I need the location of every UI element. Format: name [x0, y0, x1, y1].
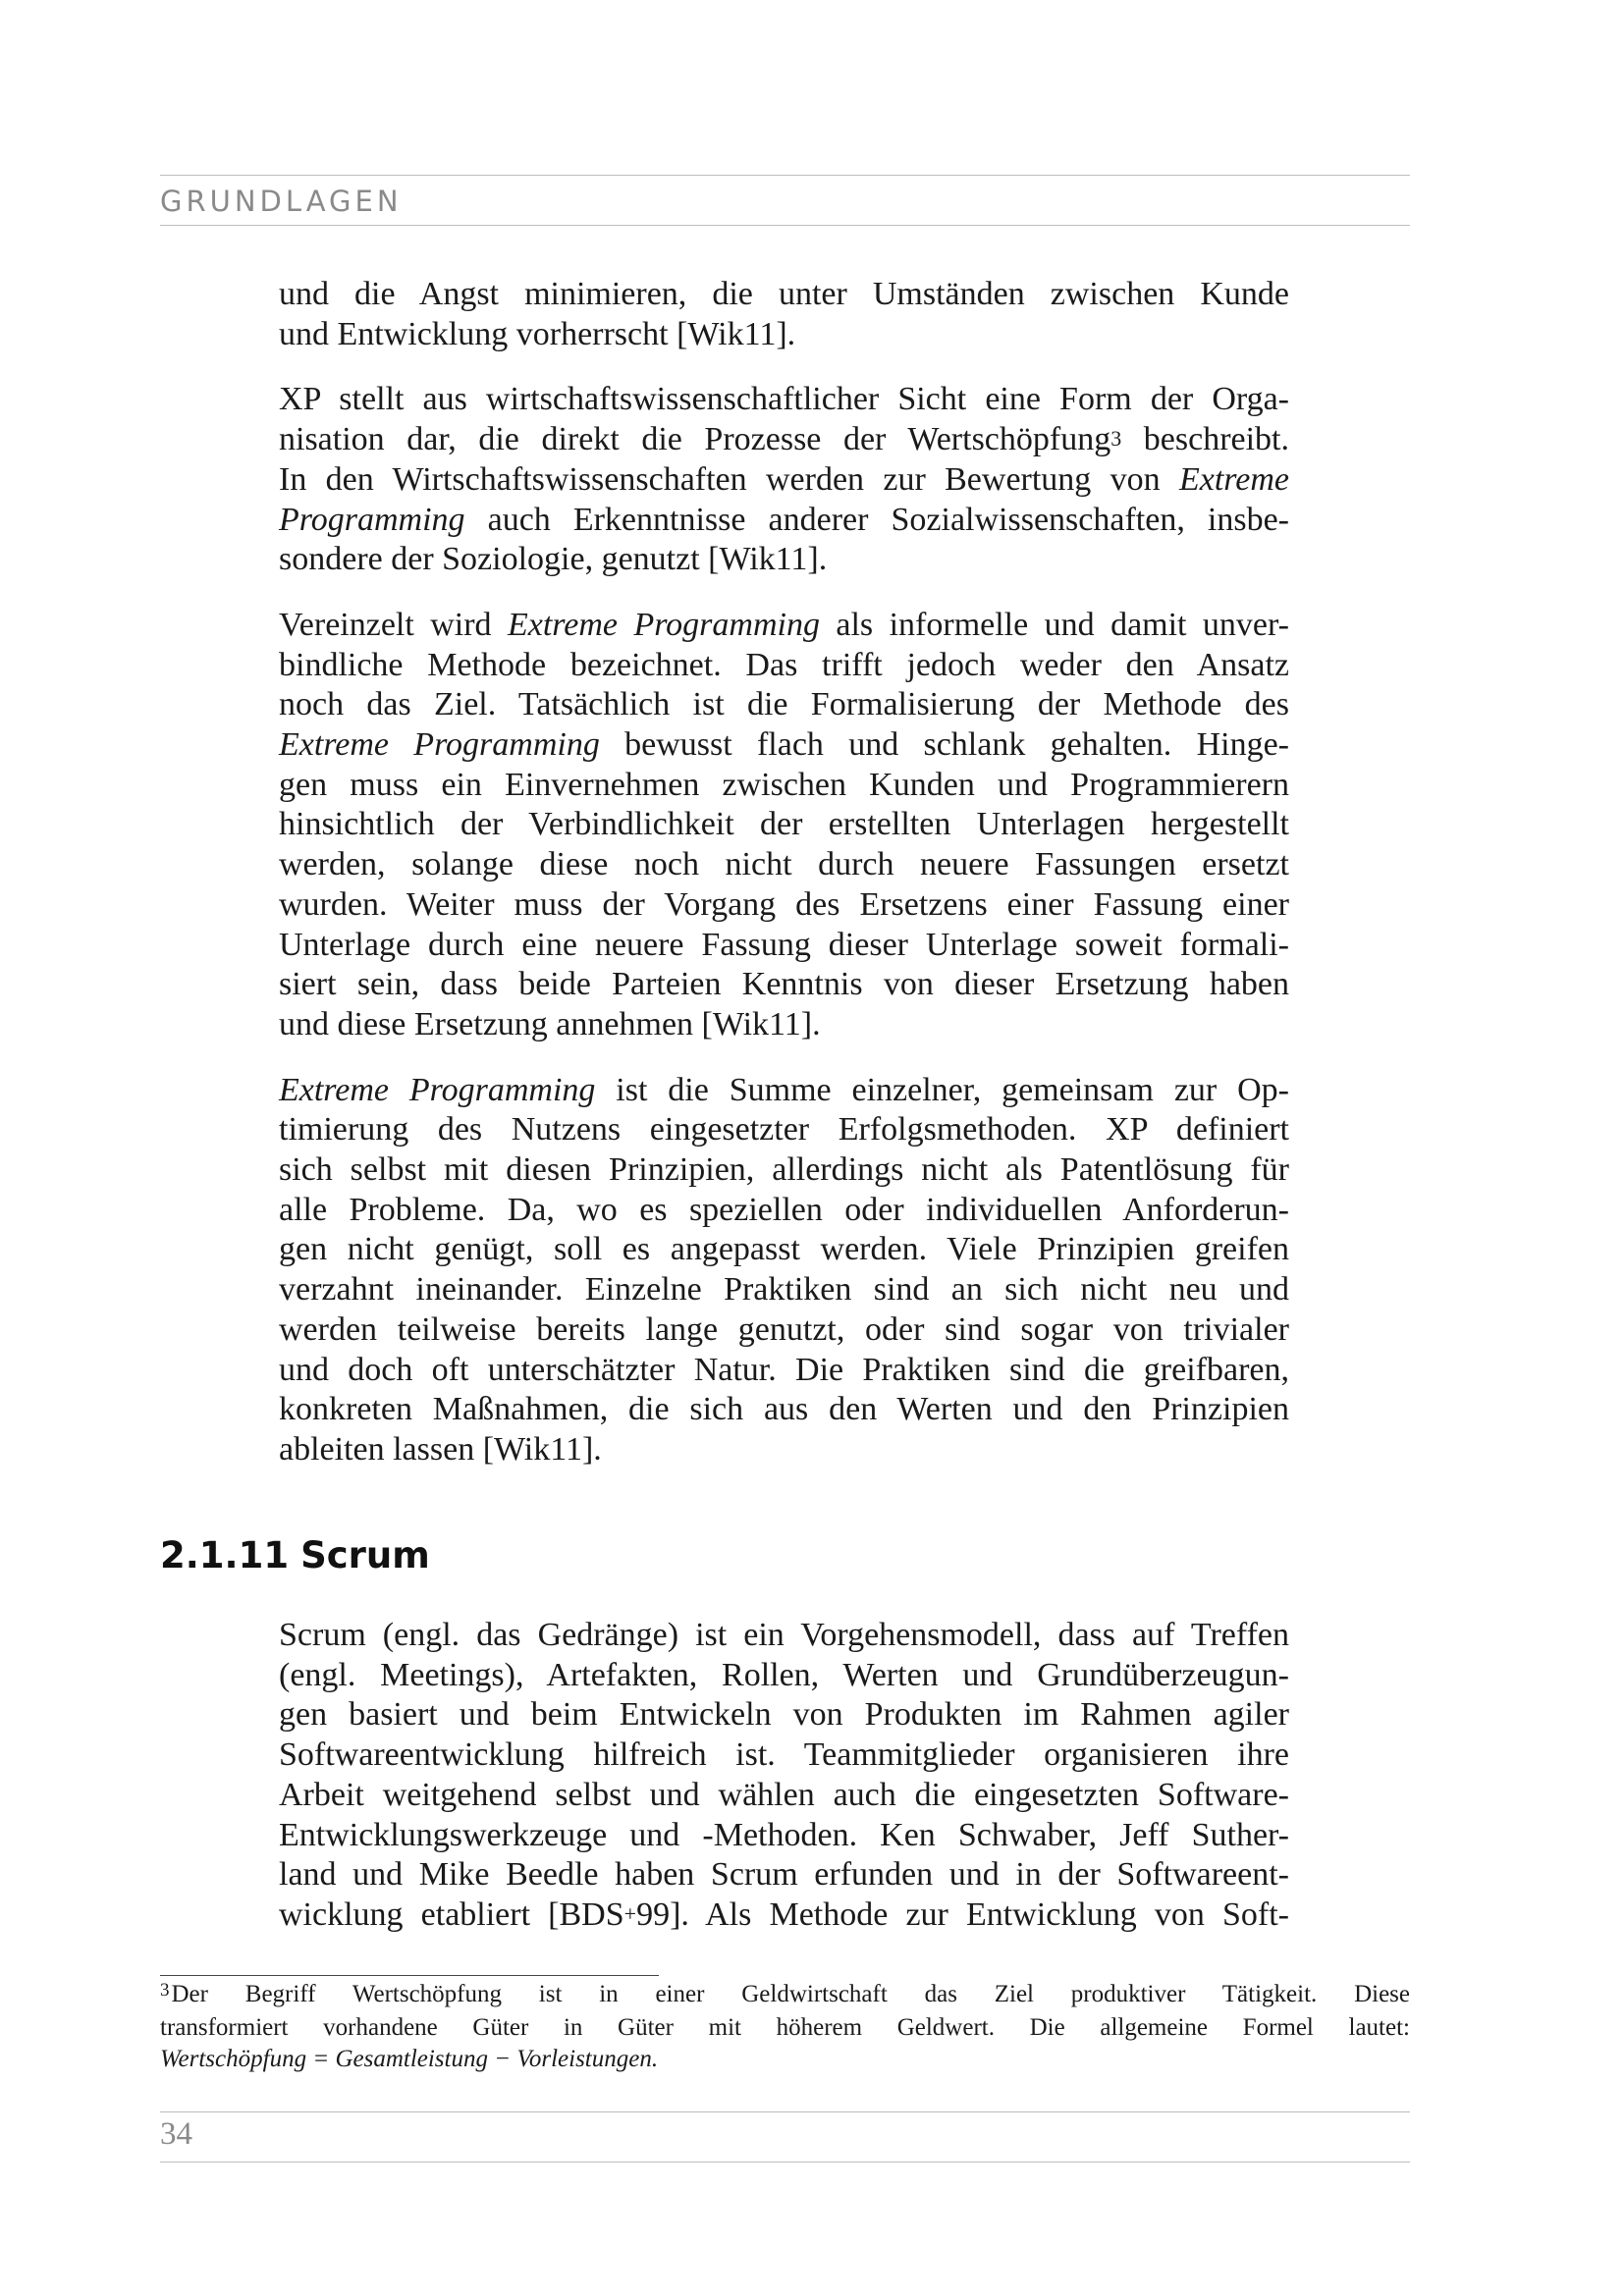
text-run: In den Wirtschaftswissenschaften werden zur Bewertung von: [279, 460, 1179, 498]
text-run: auch Erkenntnisse anderer Sozialwissenschaften, insbe-: [464, 501, 1289, 538]
footnote-reference[interactable]: 3: [1110, 426, 1122, 452]
text-line: [279, 501, 1289, 541]
text-line: bindliche Methode bezeichnet. Das trifft jedoch weder den Ansatz: [279, 646, 1289, 683]
text-run: ist die Summe einzelner, gemeinsam zur Op-: [595, 1071, 1289, 1108]
text-line: und diese Ersetzung annehmen [Wik11].: [279, 1005, 821, 1042]
text-line: [279, 725, 1289, 766]
footnote-formula: Wertschöpfung = Gesamtleistung − Vorleistungen.: [160, 2046, 659, 2072]
text-line: (engl. Meetings), Artefakten, Rollen, Werten und Grundüberzeugun-: [279, 1656, 1289, 1693]
footnote: [160, 1979, 1410, 2075]
paragraph-5: [279, 1616, 1289, 1936]
text-run: wicklung etabliert [BDS: [279, 1896, 624, 1933]
text-line: und doch oft unterschätzter Natur. Die Praktiken sind die greifbaren,: [279, 1351, 1289, 1388]
text-line: und Entwicklung vorherrscht [Wik11].: [279, 315, 796, 352]
text-line: gen muss ein Einvernehmen zwischen Kunden und Programmierern: [279, 766, 1289, 803]
text-line: hinsichtlich der Verbindlichkeit der erstellten Unterlagen hergestellt: [279, 806, 1289, 843]
text-line: [279, 460, 1289, 501]
text-line: sich selbst mit diesen Prinzipien, allerdings nicht als Patentlösung für: [279, 1151, 1289, 1189]
text-run: nisation dar, die direkt die Prozesse der Wertschöpfung: [279, 421, 1111, 458]
text-line: Softwareentwicklung hilfreich ist. Teammitglieder organisieren ihre: [279, 1736, 1289, 1774]
footnote-rule: [160, 1975, 659, 1976]
text-line: gen nicht genügt, soll es angepasst werden. Viele Prinzipien greifen: [279, 1231, 1289, 1268]
footnote-mark: 3: [160, 1980, 170, 2001]
text-line: konkreten Maßnahmen, die sich aus den Werten und den Prinzipien: [279, 1391, 1289, 1428]
running-footer: [160, 2111, 1410, 2163]
paragraph-2: [279, 380, 1289, 580]
text-line: Entwicklungswerkzeuge und -Methoden. Ken Schwaber, Jeff Suther-: [279, 1816, 1289, 1853]
text-run: bewusst flach und schlank gehalten. Hinge-: [599, 726, 1289, 764]
text-line: [279, 1896, 1289, 1936]
text-line: und die Angst minimieren, die unter Umständen zwischen Kunde: [279, 276, 1289, 312]
text-line: siert sein, dass beide Parteien Kenntnis von dieser Ersetzung haben: [279, 966, 1289, 1003]
body-text-upper: [279, 275, 1289, 1496]
text-line: verzahnt ineinander. Einzelne Praktiken sind an sich nicht neu und: [279, 1271, 1289, 1308]
text-run: 99]. Als Methode zur Entwicklung von Soft-: [636, 1896, 1290, 1933]
emphasis: Extreme Programming: [508, 606, 820, 643]
text-line: ableiten lassen [Wik11].: [279, 1430, 602, 1468]
section-heading: [160, 1534, 430, 1576]
text-line: XP stellt aus wirtschaftswissenschaftlicher Sicht eine Form der Orga-: [279, 381, 1289, 418]
citation-superscript: +: [623, 1900, 637, 1926]
page-number: 34: [160, 2116, 192, 2152]
text-line: Unterlage durch eine neuere Fassung dieser Unterlage soweit formali-: [279, 926, 1289, 963]
paragraph-3: [279, 606, 1289, 1045]
body-text-lower: [279, 1616, 1289, 1961]
text-line: land und Mike Beedle haben Scrum erfunden und in der Softwareent-: [279, 1856, 1289, 1894]
text-run: Der Begriff Wertschöpfung ist in einer Geldwirtschaft das Ziel produktiver Tätigkeit. Diese: [171, 1981, 1410, 2007]
text-line: sondere der Soziologie, genutzt [Wik11].: [279, 541, 828, 578]
text-line: timierung des Nutzens eingesetzter Erfolgsmethoden. XP definiert: [279, 1111, 1289, 1148]
text-line: [279, 606, 1289, 646]
text-line: alle Probleme. Da, wo es speziellen oder individuellen Anforderun-: [279, 1191, 1289, 1228]
text-line: werden teilweise bereits lange genutzt, oder sind sogar von trivialer: [279, 1310, 1289, 1348]
footnote-line: transformiert vorhandene Güter in Güter mit höherem Geldwert. Die allgemeine Formel lautet:: [160, 2014, 1410, 2041]
text-line: [279, 1071, 1289, 1111]
text-line: [279, 420, 1289, 460]
paragraph-1: [279, 275, 1289, 354]
paragraph-4: [279, 1071, 1289, 1470]
text-line: wurden. Weiter muss der Vorgang des Ersetzens einer Fassung einer: [279, 885, 1289, 923]
text-run: als informelle und damit unver-: [819, 606, 1289, 643]
footnote-line: [160, 1979, 1410, 2012]
text-run: Vereinzelt wird: [279, 606, 508, 643]
running-header: [160, 175, 1410, 226]
text-line: Scrum (engl. das Gedränge) ist ein Vorgehensmodell, dass auf Treffen: [279, 1617, 1289, 1653]
emphasis: Extreme Programming: [279, 726, 600, 764]
text-line: noch das Ziel. Tatsächlich ist die Formalisierung der Methode des: [279, 686, 1289, 723]
emphasis: Programming: [279, 501, 465, 538]
section-title: Scrum: [300, 1534, 430, 1576]
header-title: GRUNDLAGEN: [160, 185, 403, 218]
emphasis: Extreme: [1178, 460, 1289, 498]
text-line: gen basiert und beim Entwickeln von Produkten im Rahmen agiler: [279, 1696, 1289, 1734]
emphasis: Extreme Programming: [279, 1071, 596, 1108]
section-number: 2.1.11: [160, 1534, 290, 1576]
text-line: Arbeit weitgehend selbst und wählen auch die eingesetzten Software-: [279, 1776, 1289, 1813]
text-line: werden, solange diese noch nicht durch neuere Fassungen ersetzt: [279, 846, 1289, 883]
text-run: beschreibt.: [1121, 421, 1290, 458]
